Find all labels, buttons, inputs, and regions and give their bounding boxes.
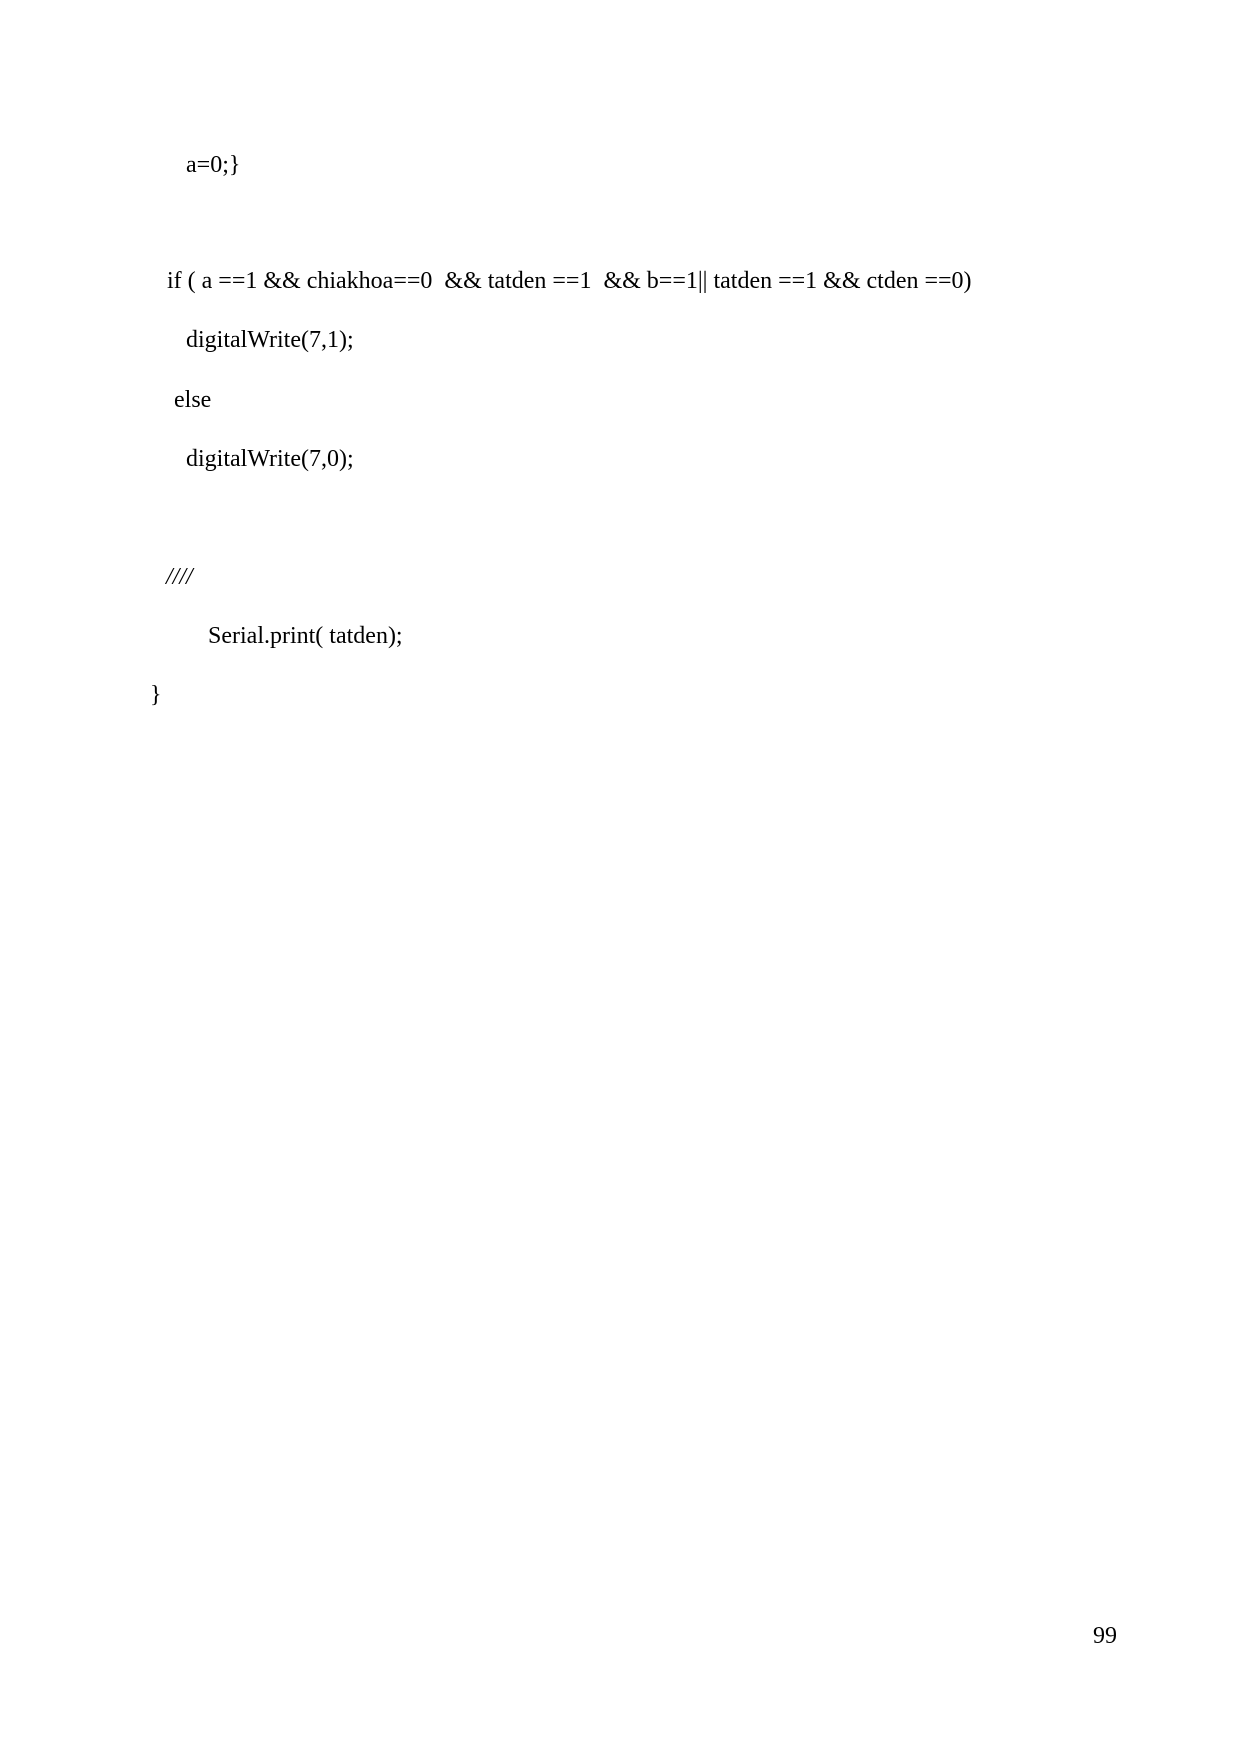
page-number: 99 — [1093, 1623, 1117, 1649]
code-line-closing-brace: } — [150, 682, 162, 708]
code-line-reset-a: a=0;} — [186, 152, 241, 178]
code-line-digitalwrite-high: digitalWrite(7,1); — [186, 327, 354, 353]
code-line-serial-print: Serial.print( tatden); — [208, 623, 403, 649]
code-line-digitalwrite-low: digitalWrite(7,0); — [186, 446, 354, 472]
code-line-comment: //// — [166, 564, 193, 590]
code-line-else: else — [174, 387, 212, 413]
code-line-if-condition: if ( a ==1 && chiakhoa==0 && tatden ==1 && b==1|| tatden ==1 && ctden ==0) — [167, 268, 972, 294]
